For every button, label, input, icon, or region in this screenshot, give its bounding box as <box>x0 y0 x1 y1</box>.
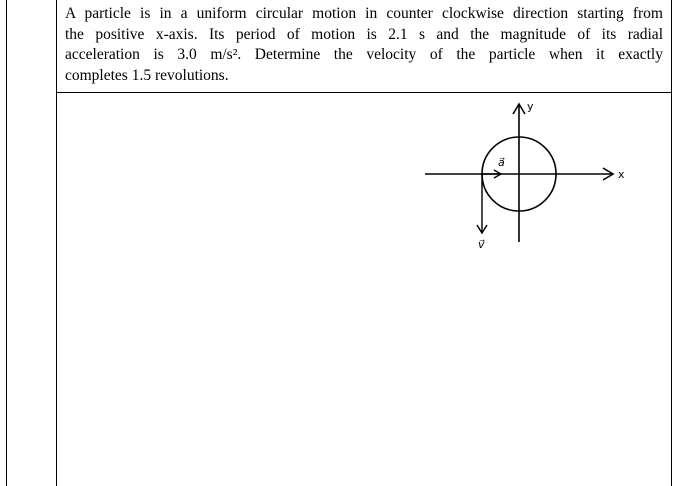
problem-line-2: the positive x-axis. Its period of motion is 2.1 s and the magnitude of its radial <box>65 25 663 43</box>
x-axis-label: x <box>618 168 625 181</box>
problem-line-4: completes 1.5 revolutions. <box>65 66 229 84</box>
acceleration-label: a⃗ <box>498 156 505 169</box>
problem-line-1: A particle is in a uniform circular motion in counter clockwise direction starting from <box>65 5 663 22</box>
velocity-label: v⃗ <box>478 238 485 251</box>
y-axis-label: y <box>527 100 534 113</box>
problem-line-3: acceleration is 3.0 m/s². Determine the velocity of the particle when it exactly <box>65 46 663 63</box>
